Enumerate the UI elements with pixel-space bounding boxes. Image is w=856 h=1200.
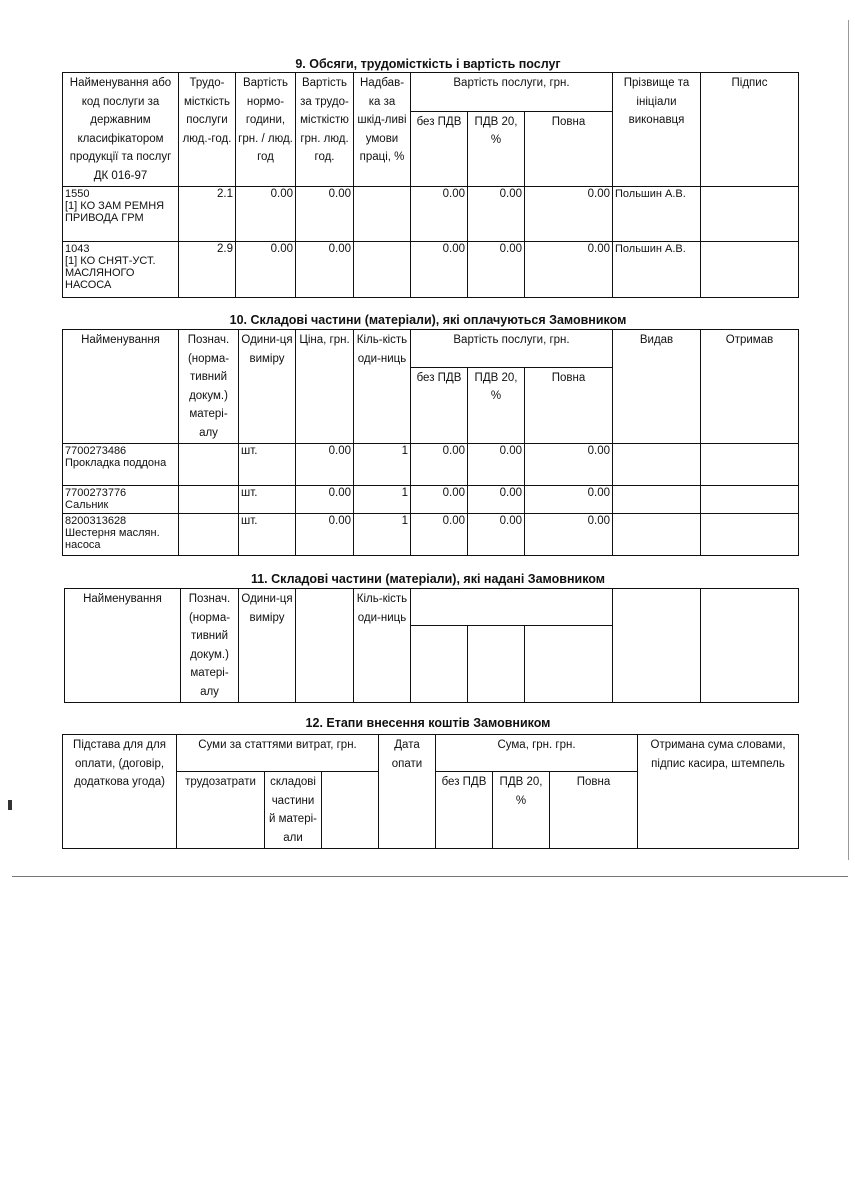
labor-cell: 2.1: [179, 187, 236, 242]
col-header-date: Дата опати: [379, 735, 436, 849]
col-header-name: Найменування: [63, 330, 179, 444]
issued-cell: [613, 514, 701, 556]
empty-header-cell: [411, 589, 613, 626]
service-name: [1] КО ЗАМ РЕМНЯ ПРИВОДА ГРМ: [65, 200, 165, 224]
col-header-no-vat: без ПДВ: [411, 367, 468, 443]
col-header-no-vat: без ПДВ: [436, 772, 493, 849]
received-cell: [701, 486, 799, 514]
service-code: 1043: [65, 243, 90, 255]
unit-cell: шт.: [239, 514, 296, 556]
unit-cell: шт.: [239, 444, 296, 486]
price-cell: 0.00: [296, 514, 354, 556]
col-header-price: Ціна, грн.: [296, 330, 354, 444]
full-cell: 0.00: [525, 242, 613, 298]
col-header-vat: ПДВ 20, %: [468, 367, 525, 443]
vat-cell: 0.00: [468, 444, 525, 486]
col-header-sum: Сума, грн. грн.: [436, 735, 638, 772]
qty-cell: 1: [354, 486, 411, 514]
executor-cell: Польшин А.В.: [613, 242, 701, 298]
col-header-full: Повна: [525, 111, 613, 186]
col-header-executor: Прізвище та ініціали виконавця: [613, 73, 701, 187]
col-header-labor: Трудо-місткість послуги люд.-год.: [179, 73, 236, 187]
price-cell: 0.00: [296, 486, 354, 514]
col-header-name: Найменування або код послуги за державним класифікатором продукції та послуг ДК 016-97: [63, 73, 179, 187]
empty-header-cell: [296, 589, 354, 703]
col-header-service-cost: Вартість послуги, грн.: [411, 330, 613, 368]
signature-cell: [701, 242, 799, 298]
material-name: Шестерня маслян. насоса: [65, 527, 160, 551]
table-row: [63, 242, 799, 298]
section-11-title: 11. Складові частини (матеріали), які надані Замовником: [250, 572, 606, 586]
material-name-cell: [63, 444, 179, 486]
price-cell: 0.00: [296, 444, 354, 486]
col-header-full: Повна: [525, 367, 613, 443]
empty-header-cell: [525, 626, 613, 703]
empty-header-cell: [613, 589, 701, 703]
no-vat-cell: 0.00: [411, 444, 468, 486]
col-header-surcharge: Надбав-ка за шкід-ливі умови праці, %: [354, 73, 411, 187]
vat-cell: 0.00: [468, 187, 525, 242]
col-header-basis: Підстава для для оплати, (договір, додаткова угода): [63, 735, 177, 849]
col-header-full: Повна: [550, 772, 638, 849]
material-code: 7700273776: [65, 487, 127, 499]
service-name: [1] КО СНЯТ-УСТ. МАСЛЯНОГО НАСОСА: [65, 255, 156, 291]
no-vat-cell: 0.00: [411, 486, 468, 514]
material-name: Прокладка поддона: [65, 457, 167, 469]
col-header-parts: складові частини й матері-али: [265, 772, 322, 849]
scan-speck: [8, 800, 12, 810]
col-header-service-cost: Вартість послуги, грн.: [411, 73, 613, 112]
qty-cell: 1: [354, 444, 411, 486]
section-12-title: 12. Етапи внесення коштів Замовником: [305, 716, 551, 730]
scan-edge-bottom: [12, 876, 848, 877]
surcharge-cell: [354, 242, 411, 298]
col-header-labor: трудозатрати: [177, 772, 265, 849]
empty-header-cell: [468, 626, 525, 703]
scan-edge-right: [848, 20, 849, 860]
designation-cell: [179, 486, 239, 514]
section-12-table: [62, 734, 799, 849]
no-vat-cell: 0.00: [411, 514, 468, 556]
col-header-qty: Кіль-кість оди-ниць: [354, 589, 411, 703]
table-row: [63, 514, 799, 556]
empty-header-cell: [322, 772, 379, 849]
col-header-signature: Підпис: [701, 73, 799, 187]
col-header-cost-hour: Вартість нормо-години, грн. / люд. год: [236, 73, 296, 187]
material-name-cell: [63, 514, 179, 556]
material-code: 8200313628: [65, 515, 127, 527]
cost-hour-cell: 0.00: [236, 187, 296, 242]
col-header-qty: Кіль-кість оди-ниць: [354, 330, 411, 444]
unit-cell: шт.: [239, 486, 296, 514]
col-header-vat: ПДВ 20, %: [493, 772, 550, 849]
issued-cell: [613, 486, 701, 514]
col-header-unit: Одини-ця виміру: [239, 330, 296, 444]
full-cell: 0.00: [525, 444, 613, 486]
full-cell: 0.00: [525, 187, 613, 242]
qty-cell: 1: [354, 514, 411, 556]
col-header-received: Отримав: [701, 330, 799, 444]
col-header-received: Отримана сума словами, підпис касира, штемпель: [638, 735, 799, 849]
labor-cell: 2.9: [179, 242, 236, 298]
col-header-no-vat: без ПДВ: [411, 111, 468, 186]
col-header-unit: Одини-ця виміру: [239, 589, 296, 703]
section-10-table: [62, 329, 799, 556]
vat-cell: 0.00: [468, 514, 525, 556]
full-cell: 0.00: [525, 514, 613, 556]
cost-labor-cell: 0.00: [296, 187, 354, 242]
received-cell: [701, 514, 799, 556]
section-9-title: 9. Обсяги, трудомісткість і вартість послуг: [295, 57, 561, 71]
material-code: 7700273486: [65, 445, 127, 457]
cost-labor-cell: 0.00: [296, 242, 354, 298]
service-code: 1550: [65, 188, 90, 200]
section-9-table: [62, 72, 799, 298]
no-vat-cell: 0.00: [411, 187, 468, 242]
table-row: [63, 187, 799, 242]
empty-header-cell: [701, 589, 799, 703]
section-11-table: [64, 588, 799, 703]
vat-cell: 0.00: [468, 242, 525, 298]
executor-cell: Польшин А.В.: [613, 187, 701, 242]
section-10-title: 10. Складові частини (матеріали), які оплачуються Замовником: [229, 313, 627, 327]
designation-cell: [179, 444, 239, 486]
service-name-cell: [63, 187, 179, 242]
no-vat-cell: 0.00: [411, 242, 468, 298]
col-header-vat: ПДВ 20, %: [468, 111, 525, 186]
service-name-cell: [63, 242, 179, 298]
material-name-cell: [63, 486, 179, 514]
empty-header-cell: [411, 626, 468, 703]
col-header-designation: Познач. (норма-тивний докум.) матері-алу: [179, 330, 239, 444]
col-header-cost-labor: Вартість за трудо-місткістю грн. люд. год.: [296, 73, 354, 187]
cost-hour-cell: 0.00: [236, 242, 296, 298]
received-cell: [701, 444, 799, 486]
material-name: Сальник: [65, 499, 109, 511]
issued-cell: [613, 444, 701, 486]
col-header-designation: Познач. (норма-тивний докум.) матері-алу: [181, 589, 239, 703]
signature-cell: [701, 187, 799, 242]
vat-cell: 0.00: [468, 486, 525, 514]
table-row: [63, 486, 799, 514]
full-cell: 0.00: [525, 486, 613, 514]
col-header-issued: Видав: [613, 330, 701, 444]
col-header-sums: Суми за статтями витрат, грн.: [177, 735, 379, 772]
col-header-name: Найменування: [65, 589, 181, 703]
surcharge-cell: [354, 187, 411, 242]
table-row: [63, 444, 799, 486]
designation-cell: [179, 514, 239, 556]
